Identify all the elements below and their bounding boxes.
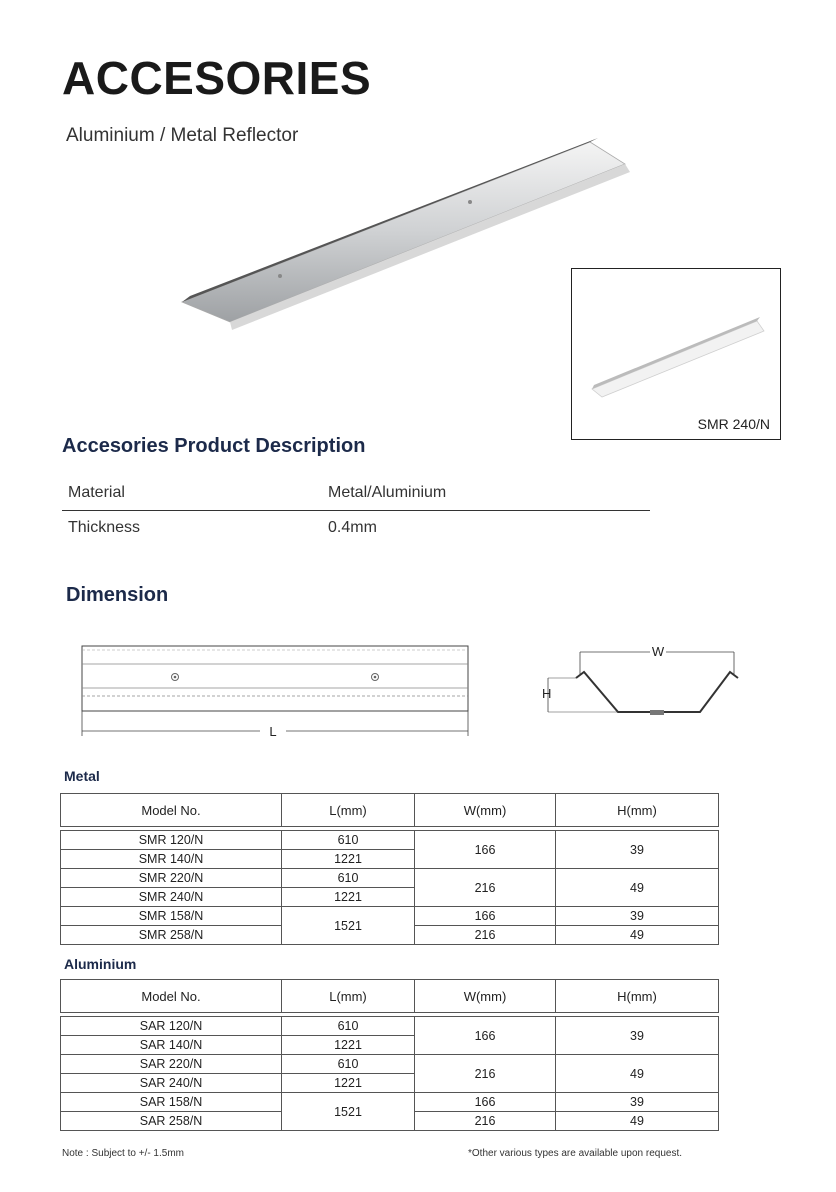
column-header-width: W(mm) <box>415 980 556 1013</box>
length-cell: 1221 <box>282 1074 415 1093</box>
model-cell: SMR 158/N <box>61 907 282 926</box>
length-diagram <box>80 640 472 740</box>
model-cell: SAR 240/N <box>61 1074 282 1093</box>
description-row <box>62 476 650 511</box>
width-cell: 216 <box>415 1055 556 1093</box>
description-title: Accesories Product Description <box>62 435 366 457</box>
model-cell: SMR 258/N <box>61 926 282 945</box>
height-cell: 49 <box>556 1112 719 1131</box>
height-cell: 49 <box>556 869 719 907</box>
aluminium-table <box>60 979 719 1131</box>
description-value: Metal/Aluminium <box>322 476 650 511</box>
column-header-height: H(mm) <box>556 980 719 1013</box>
model-cell: SMR 220/N <box>61 869 282 888</box>
dimension-title: Dimension <box>66 584 169 606</box>
table-row <box>61 1055 719 1074</box>
height-cell: 39 <box>556 1093 719 1112</box>
description-row <box>62 511 650 546</box>
table-row <box>61 1093 719 1112</box>
width-cell: 216 <box>415 926 556 945</box>
length-cell: 610 <box>282 869 415 888</box>
length-label: L <box>269 724 277 739</box>
metal-label: Metal <box>64 768 100 784</box>
width-cell: 166 <box>415 831 556 869</box>
model-cell: SAR 140/N <box>61 1036 282 1055</box>
description-key: Material <box>62 476 322 511</box>
column-header-length: L(mm) <box>282 980 415 1013</box>
length-cell: 610 <box>282 831 415 850</box>
length-cell: 1521 <box>282 907 415 945</box>
height-cell: 39 <box>556 907 719 926</box>
width-cell: 216 <box>415 869 556 907</box>
height-cell: 39 <box>556 1017 719 1055</box>
width-cell: 166 <box>415 1093 556 1112</box>
model-cell: SAR 258/N <box>61 1112 282 1131</box>
description-value: 0.4mm <box>328 519 377 536</box>
inset-reflector-image <box>572 269 778 437</box>
inset-label: SMR 240/N <box>697 416 770 432</box>
inset-image-box <box>571 268 781 440</box>
table-row <box>61 907 719 926</box>
table-row <box>61 1017 719 1036</box>
model-cell: SAR 220/N <box>61 1055 282 1074</box>
length-cell: 1221 <box>282 888 415 907</box>
model-cell: SAR 120/N <box>61 1017 282 1036</box>
height-cell: 49 <box>556 1055 719 1093</box>
width-cell: 166 <box>415 907 556 926</box>
column-header-model: Model No. <box>61 794 282 827</box>
tolerance-note: Note : Subject to +/- 1.5mm <box>62 1148 184 1159</box>
table-header-row <box>61 794 719 827</box>
aluminium-label: Aluminium <box>64 956 137 972</box>
length-cell: 1221 <box>282 850 415 869</box>
length-cell: 610 <box>282 1017 415 1036</box>
request-note: *Other various types are available upon request. <box>468 1148 683 1159</box>
table-row <box>61 869 719 888</box>
reflector-product-image <box>170 130 640 330</box>
height-label: H <box>542 686 552 701</box>
length-cell: 1521 <box>282 1093 415 1131</box>
height-cell: 39 <box>556 831 719 869</box>
metal-table <box>60 793 719 945</box>
model-cell: SMR 140/N <box>61 850 282 869</box>
description-table <box>62 476 650 545</box>
description-key: Thickness <box>68 519 141 536</box>
height-cell: 49 <box>556 926 719 945</box>
model-cell: SMR 240/N <box>61 888 282 907</box>
column-header-height: H(mm) <box>556 794 719 827</box>
width-label: W <box>651 644 665 659</box>
column-header-width: W(mm) <box>415 794 556 827</box>
page-title: ACCESORIES <box>62 52 372 104</box>
width-cell: 216 <box>415 1112 556 1131</box>
length-cell: 1221 <box>282 1036 415 1055</box>
model-cell: SMR 120/N <box>61 831 282 850</box>
column-header-length: L(mm) <box>282 794 415 827</box>
table-header-row <box>61 980 719 1013</box>
length-cell: 610 <box>282 1055 415 1074</box>
page-subtitle: Aluminium / Metal Reflector <box>66 125 299 146</box>
profile-diagram <box>540 640 740 720</box>
width-cell: 166 <box>415 1017 556 1055</box>
model-cell: SAR 158/N <box>61 1093 282 1112</box>
table-row <box>61 831 719 850</box>
column-header-model: Model No. <box>61 980 282 1013</box>
